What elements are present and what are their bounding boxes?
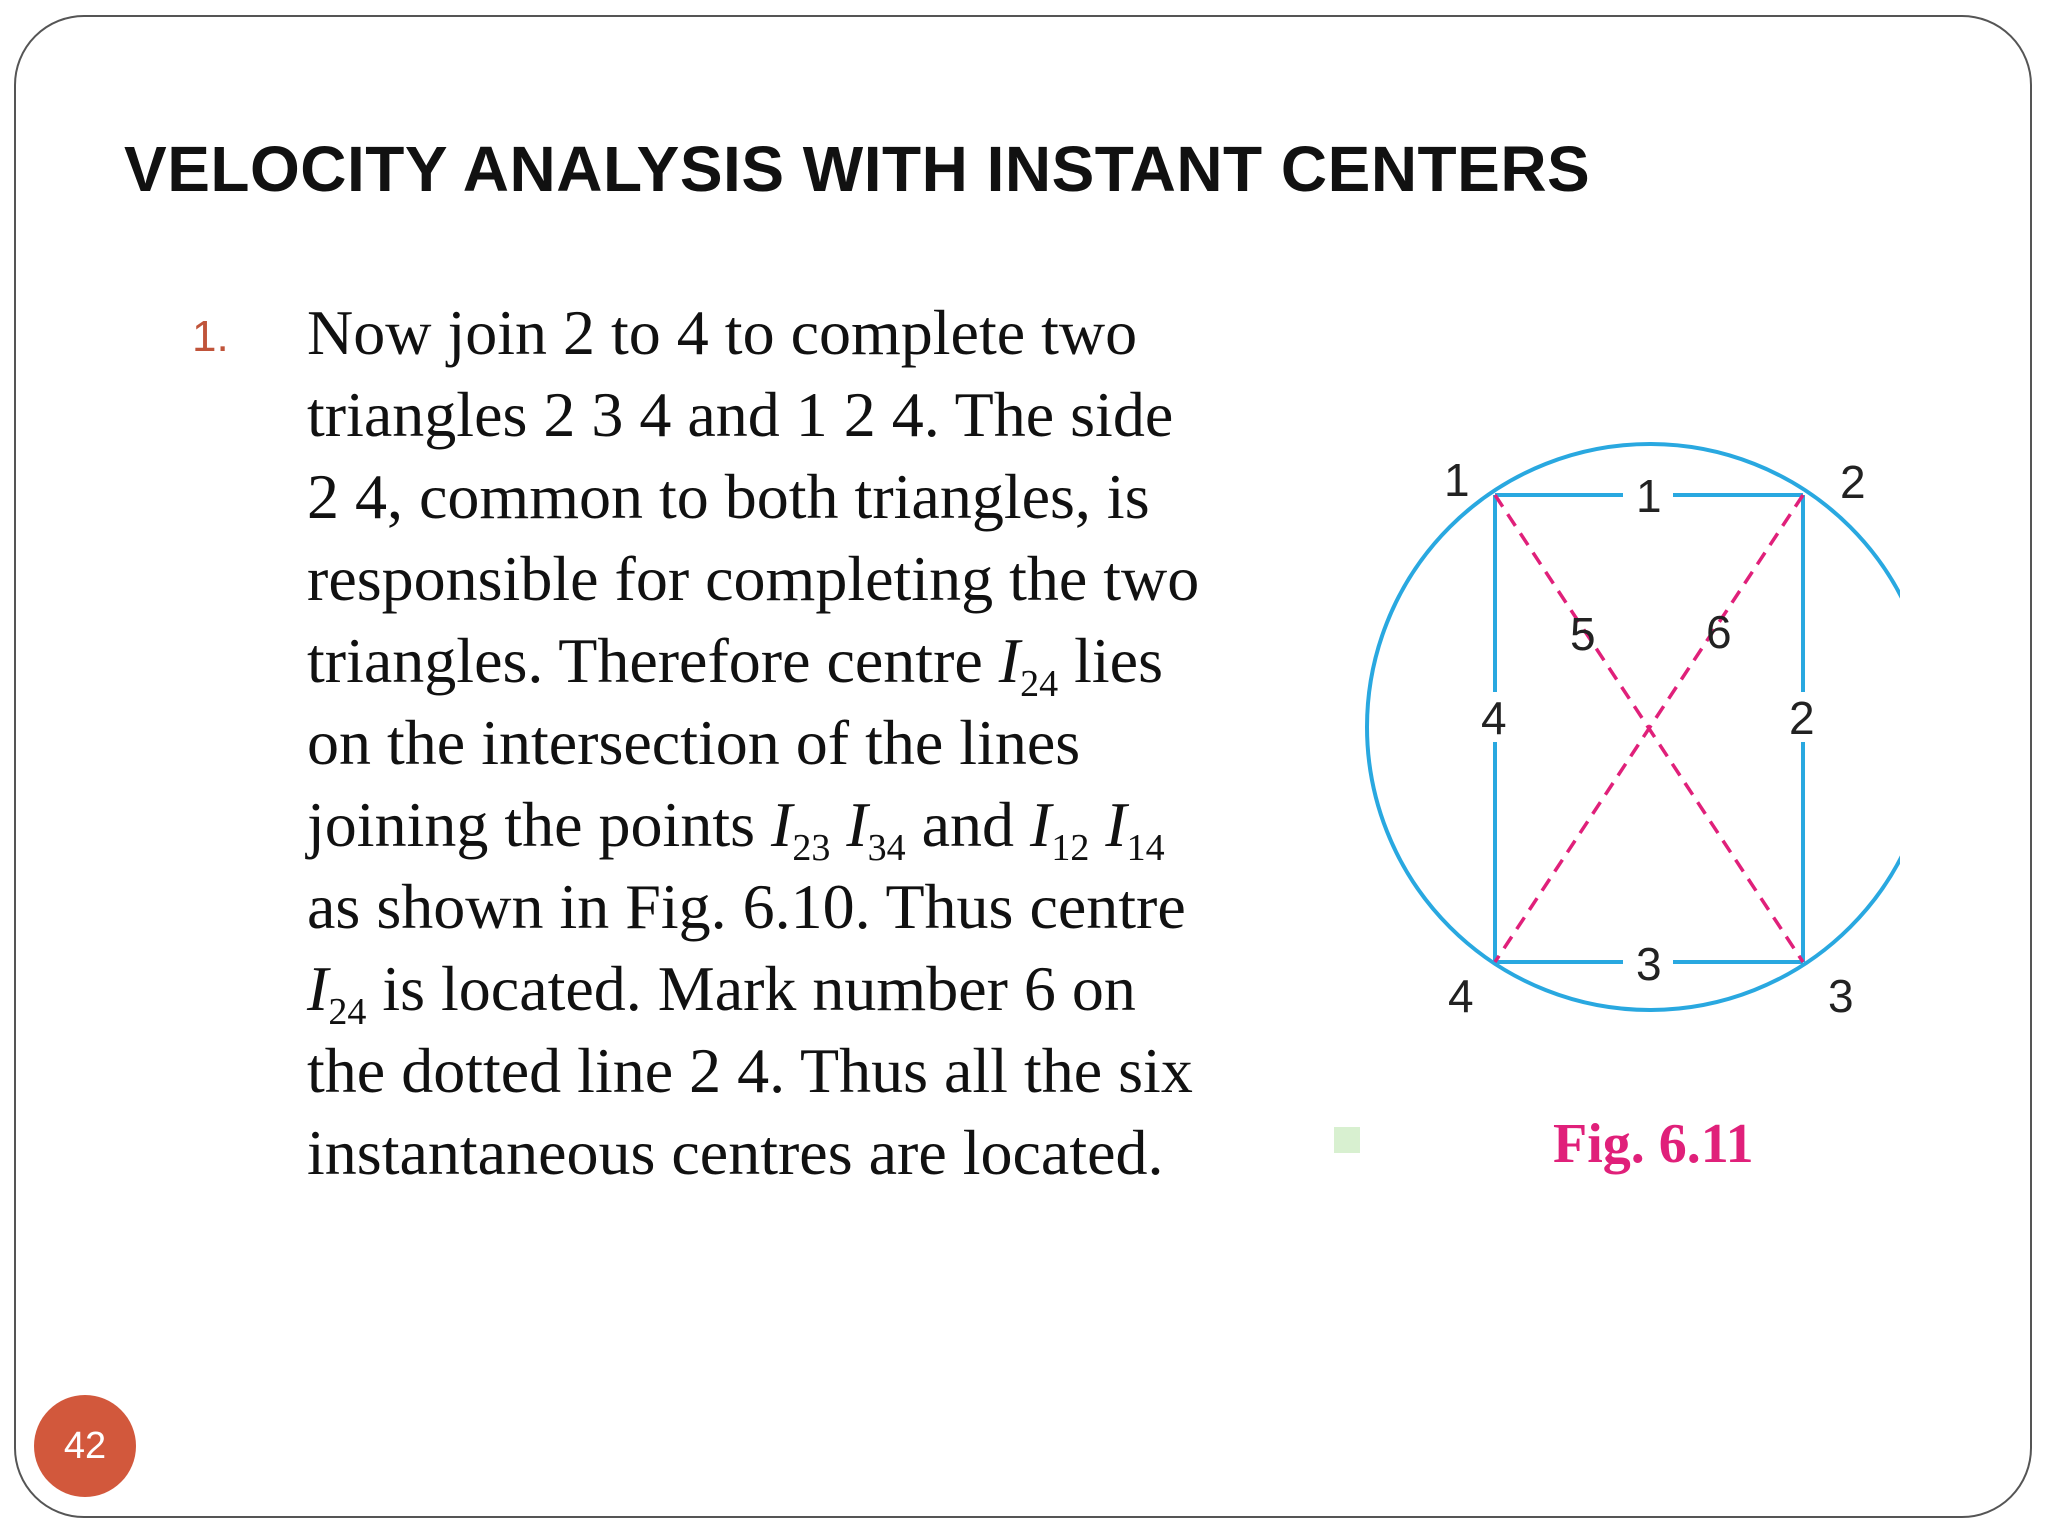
side-label-2: 2 bbox=[1789, 692, 1815, 744]
side-label-3: 3 bbox=[1636, 938, 1662, 990]
decorative-marker bbox=[1334, 1127, 1360, 1153]
symbol-letter: I bbox=[846, 789, 868, 860]
text-line-7 bbox=[307, 784, 1297, 869]
corner-label-1: 1 bbox=[1444, 454, 1470, 506]
text-line-2: triangles 2 3 4 and 1 2 4. The side bbox=[307, 379, 1174, 450]
symbol-i12 bbox=[1030, 789, 1090, 869]
text-segment: triangles. Therefore centre bbox=[307, 625, 999, 696]
symbol-letter: I bbox=[307, 953, 329, 1024]
corner-label-4: 4 bbox=[1448, 970, 1474, 1022]
symbol-letter: I bbox=[1030, 789, 1052, 860]
text-line-5 bbox=[307, 620, 1297, 705]
side-label-1: 1 bbox=[1636, 470, 1662, 522]
page-number-badge: 42 bbox=[34, 1395, 136, 1497]
symbol-subscript: 34 bbox=[867, 827, 906, 869]
symbol-subscript: 23 bbox=[792, 827, 831, 869]
corner-label-2: 2 bbox=[1840, 456, 1866, 508]
symbol-i14 bbox=[1105, 789, 1165, 869]
symbol-i24 bbox=[998, 625, 1059, 705]
diagram-svg bbox=[1340, 430, 1900, 1070]
text-segment: joining the points bbox=[307, 789, 771, 860]
diagonal-label-5: 5 bbox=[1570, 608, 1596, 660]
symbol-subscript: 24 bbox=[328, 991, 367, 1033]
text-line-8: as shown in Fig. 6.10. Thus centre bbox=[307, 871, 1186, 942]
text-line-9 bbox=[307, 948, 1297, 1033]
text-line-4: responsible for completing the two bbox=[307, 543, 1200, 614]
symbol-subscript: 24 bbox=[1020, 663, 1059, 705]
symbol-letter: I bbox=[771, 789, 793, 860]
text-line-10: the dotted line 2 4. Thus all the six bbox=[307, 1035, 1193, 1106]
text-line-6: on the intersection of the lines bbox=[307, 707, 1081, 778]
bullet-text bbox=[307, 292, 1297, 1194]
symbol-i34 bbox=[846, 789, 906, 869]
text-line-11: instantaneous centres are located. bbox=[307, 1117, 1164, 1188]
diagram-circle bbox=[1367, 444, 1900, 1010]
symbol-subscript: 14 bbox=[1126, 827, 1165, 869]
text-line-3: 2 4, common to both triangles, is bbox=[307, 461, 1150, 532]
symbol-letter: I bbox=[998, 625, 1021, 696]
slide-title: VELOCITY ANALYSIS WITH INSTANT CENTERS bbox=[124, 133, 1591, 205]
text-segment: is located. Mark number 6 on bbox=[366, 953, 1136, 1024]
symbol-subscript: 12 bbox=[1051, 827, 1090, 869]
symbol-i24 bbox=[307, 953, 367, 1033]
instant-centers-diagram bbox=[1340, 430, 1900, 1070]
symbol-i23 bbox=[771, 789, 831, 869]
text-line-1: Now join 2 to 4 to complete two bbox=[307, 297, 1138, 368]
text-segment: and bbox=[905, 789, 1031, 860]
bullet-number: 1. bbox=[192, 312, 229, 361]
diagonal-label-6: 6 bbox=[1706, 606, 1732, 658]
corner-label-3: 3 bbox=[1828, 970, 1854, 1022]
side-label-4: 4 bbox=[1481, 692, 1507, 744]
text-segment: lies bbox=[1058, 625, 1163, 696]
diagonal-2-4 bbox=[1495, 495, 1803, 962]
symbol-letter: I bbox=[1105, 789, 1127, 860]
figure-caption: Fig. 6.11 bbox=[1553, 1113, 1754, 1175]
